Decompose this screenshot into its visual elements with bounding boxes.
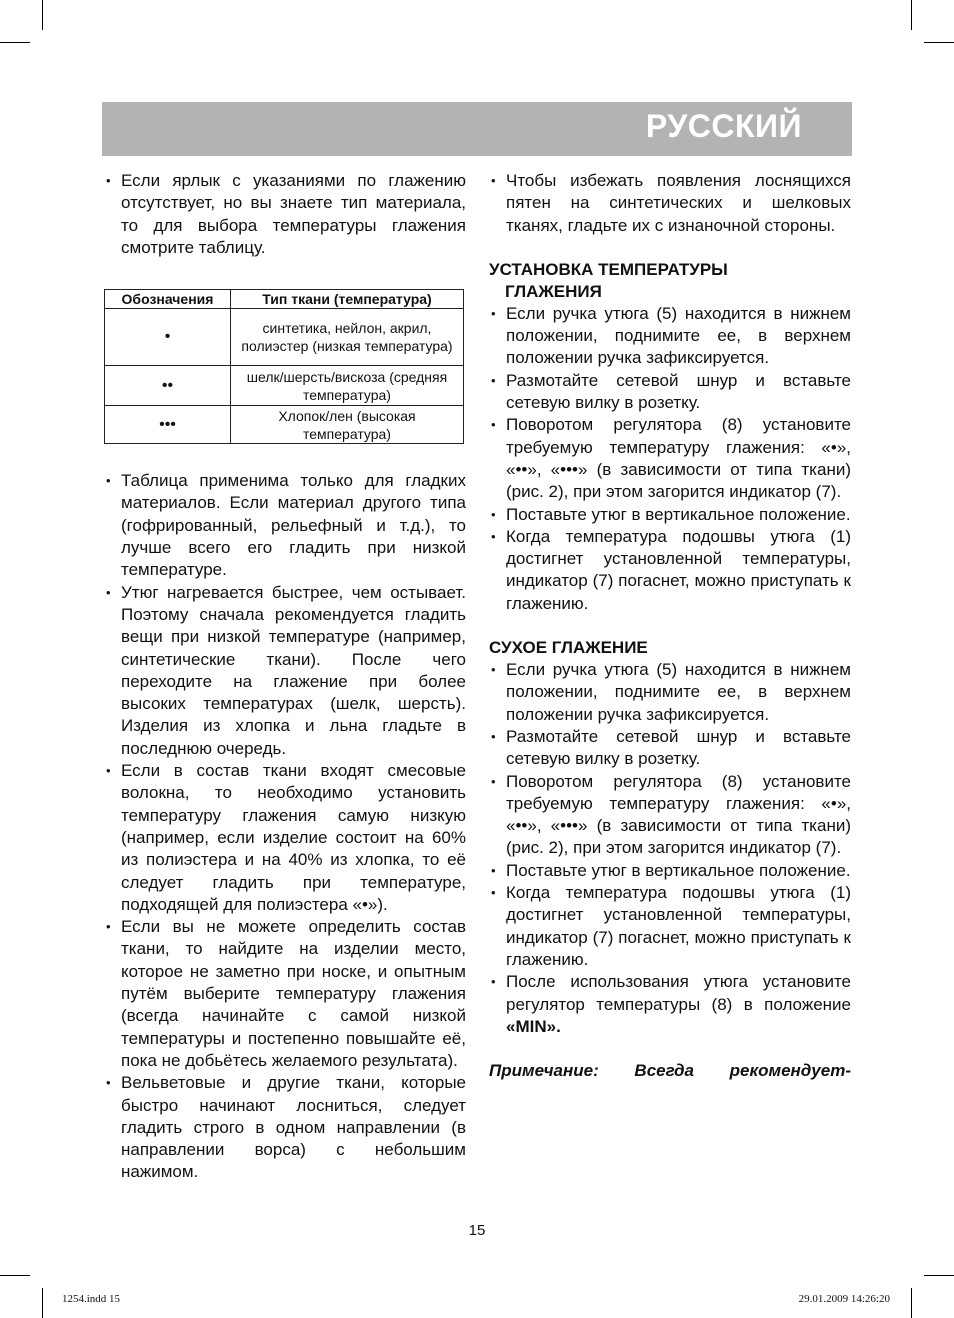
list-item-text: После использования утюга установите регулятор температуры (8) в положение: [506, 972, 851, 1014]
temperature-symbol: ••: [105, 366, 231, 406]
page-number: 15: [468, 1222, 486, 1239]
list-item: • Поставьте утюг в вертикальное положение.: [489, 504, 851, 526]
intro-paragraph: • Чтобы избежать появления лоснящихся пятен на синтетических и шелковых тканях, гладьте их с изнаночной стороны.: [489, 170, 851, 237]
crop-mark: [911, 1288, 912, 1318]
list-item: • Поставьте утюг в вертикальное положение.: [489, 860, 851, 882]
list-item: • Поворотом регулятора (8) установите требуемую температуру глажения: «•», «••», «•••» (в зависимости от типа ткани) (рис. 2), при этом загорится индикатор (7).: [489, 414, 851, 503]
temperature-symbol: •: [105, 309, 231, 366]
table-row: [105, 366, 464, 406]
footer-timestamp: 29.01.2009 14:26:20: [798, 1293, 890, 1305]
section-title-line: УСТАНОВКА ТЕМПЕРАТУРЫ: [489, 259, 728, 279]
left-column: [104, 170, 466, 1184]
list-item: • Утюг нагревается быстрее, чем остывает. Поэтому сначала рекомендуется гладить вещи при низкой температуре (например, синтетические ткани). После чего переходите на глажение при более высоких температурах (шелк, шерсть). Изделия из хлопка и льна гладьте в последнюю очередь.: [104, 582, 466, 760]
list-item: • Если ручка утюга (5) находится в нижнем положении, поднимите ее, в верхнем положении ручка зафиксируется.: [489, 303, 851, 370]
table-row: [105, 309, 464, 366]
table-header-symbols: Обозначения: [105, 290, 231, 309]
list-item: • Если в состав ткани входят смесовые волокна, то необходимо установить температуру глажения самую низкую (например, если изделие состоит на 60% из полиэстера и на 40% из хлопка, то её следует гладить при температуре, подходящей для полиэстера «•»).: [104, 760, 466, 916]
footer-file-info: 1254.indd 15: [62, 1293, 121, 1305]
list-item: • Вельветовые и другие ткани, которые быстро начинают лосниться, следует гладить строго в одном направлении (в направлении ворса) с небольшим нажимом.: [104, 1072, 466, 1183]
note-text: Примечание: Всегда рекомендует-: [489, 1061, 851, 1081]
fabric-type: Хлопок/лен (высокая температура): [231, 406, 464, 444]
language-title: РУССКИЙ: [645, 108, 802, 144]
table-header-fabric: Тип ткани (температура): [231, 290, 464, 309]
language-header-bar: [102, 102, 852, 156]
fabric-type: шелк/шерсть/вискоза (средняя температура): [231, 366, 464, 406]
crop-mark: [924, 42, 954, 43]
fabric-temperature-table: [104, 289, 464, 444]
crop-mark: [924, 1275, 954, 1276]
crop-mark: [0, 42, 30, 43]
crop-mark: [42, 1288, 43, 1318]
min-setting: «MIN».: [506, 1016, 561, 1036]
crop-mark: [911, 0, 912, 30]
table-row: [105, 406, 464, 444]
list-item: • Если вы не можете определить состав ткани, то найдите на изделии место, которое не заметно при носке, и опытным путём выберите температуру глажения (всегда начинайте с самой низкой температуры и постепенно повышайте её, пока не добьётесь желаемого результата).: [104, 916, 466, 1072]
list-item: • Если ручка утюга (5) находится в нижнем положении, поднимите ее, в верхнем положении ручка зафиксируется.: [489, 659, 851, 726]
list-item: • Когда температура подошвы утюга (1) достигнет установленной температуры, индикатор (7) погаснет, можно приступать к глажению.: [489, 526, 851, 615]
list-item: • Когда температура подошвы утюга (1) достигнет установленной температуры, индикатор (7) погаснет, можно приступать к глажению.: [489, 882, 851, 971]
crop-mark: [42, 0, 43, 30]
right-column: [489, 170, 851, 1082]
section-title-line: ГЛАЖЕНИЯ: [505, 281, 602, 301]
list-item: • Размотайте сетевой шнур и вставьте сетевую вилку в розетку.: [489, 370, 851, 415]
list-item: • Размотайте сетевой шнур и вставьте сетевую вилку в розетку.: [489, 726, 851, 771]
fabric-type: синтетика, нейлон, акрил, полиэстер (низкая температура): [231, 309, 464, 366]
list-item: • Поворотом регулятора (8) установите требуемую температуру глажения: «•», «••», «•••» (в зависимости от типа ткани) (рис. 2), при этом загорится индикатор (7).: [489, 771, 851, 860]
section-title-dry-ironing: СУХОЕ ГЛАЖЕНИЕ: [489, 638, 648, 658]
list-item: • Таблица применима только для гладких материалов. Если материал другого типа (гофрированный, рельефный и т.д.), то лучше всего его гладить при низкой температуре.: [104, 470, 466, 581]
section-title-temperature: [489, 259, 851, 303]
temperature-symbol: •••: [105, 406, 231, 444]
list-item: [489, 971, 851, 1038]
intro-paragraph: • Если ярлык с указаниями по глажению отсутствует, но вы знаете тип материала, то для выбора температуры глажения смотрите таблицу.: [104, 170, 466, 259]
crop-mark: [0, 1275, 30, 1276]
